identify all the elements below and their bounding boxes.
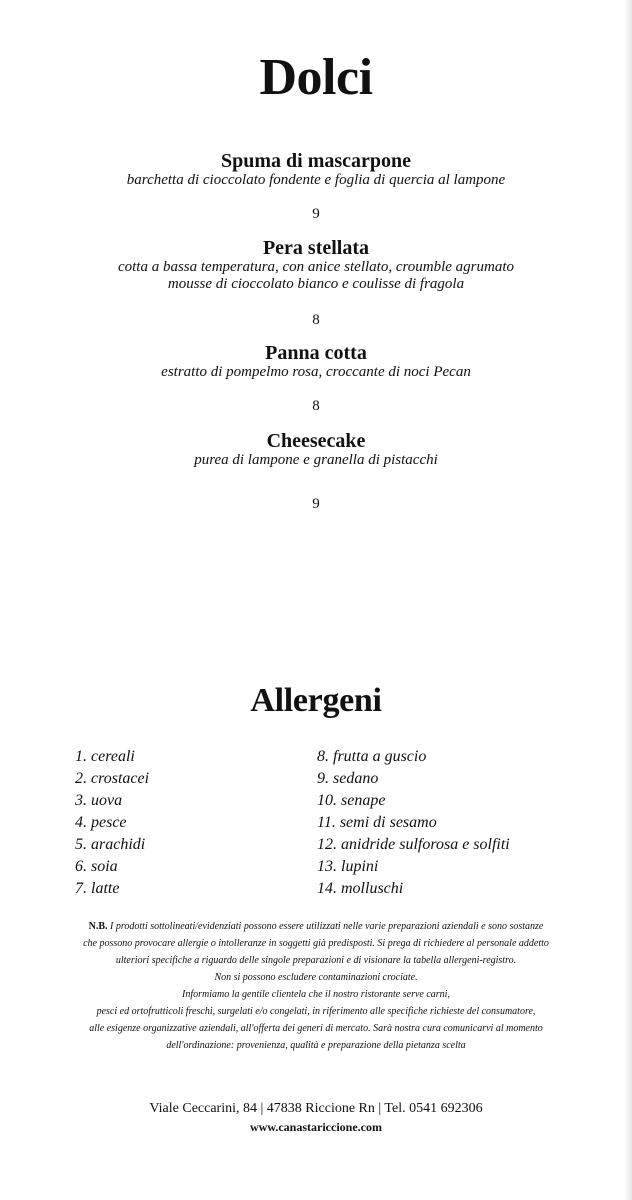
note-line: pesci ed ortofrutticoli freschi, surgelati e/o congelati, in riferimento alle specifiche richieste del consumatore,: [96, 1006, 536, 1017]
note-line: [60, 918, 572, 935]
allergen-item: 5. arachidi: [75, 836, 146, 853]
allergen-item: 13. lupini: [317, 858, 379, 875]
dish-name: Cheesecake: [266, 430, 366, 452]
note-text: I prodotti sottolineati/evidenziati possono essere utilizzati nelle varie preparazioni aziendali e sono sostanze: [110, 921, 544, 932]
dish-item: [0, 342, 632, 381]
note-line: Non si possono escludere contaminazioni crociate.: [214, 972, 418, 983]
note-line: che possono provocare allergie o intolleranze in soggetti già predisposti. Si prega di richiedere al personale addetto: [83, 938, 549, 949]
footer-website-link[interactable]: www.canastariccione.com: [250, 1120, 382, 1134]
allergen-item: 2. crostacei: [75, 770, 150, 787]
allergen-item: 7. latte: [75, 880, 120, 897]
dish-price: 9: [312, 496, 320, 512]
note-line: alle esigenze organizzative aziendali, all'offerta dei generi di mercato. Sarà nostra cura comunicarvi al momento: [89, 1023, 543, 1034]
note-line: dell'ordinazione: provenienza, qualità e preparazione della pietanza scelta: [166, 1040, 466, 1051]
allergen-item: 3. uova: [75, 792, 123, 809]
allergen-item: 14. molluschi: [317, 880, 404, 897]
note-line: Informiamo la gentile clientela che il nostro ristorante serve carni,: [182, 989, 450, 1000]
dish-description: mousse di cioccolato bianco e coulisse di fragola: [167, 276, 465, 292]
dish-description: estratto di pompelmo rosa, croccante di noci Pecan: [161, 364, 471, 380]
allergen-note: [60, 918, 572, 1054]
nb-label: N.B.: [88, 921, 108, 932]
allergen-item: 6. soia: [75, 858, 118, 875]
note-line: ulteriori specifiche a riguardo delle singole preparazioni e di visionare la tabella allergeni-registro.: [115, 955, 517, 966]
footer-address: Viale Ceccarini, 84 | 47838 Riccione Rn | Tel. 0541 692306: [149, 1101, 483, 1116]
dish-description: barchetta di cioccolato fondente e foglia di quercia al lampone: [126, 172, 506, 188]
dish-description: cotta a bassa temperatura, con anice stellato, croumble agrumato: [117, 259, 515, 275]
dish-description: purea di lampone e granella di pistacchi: [194, 452, 438, 468]
allergen-item: 9. sedano: [317, 770, 379, 787]
dish-item: [0, 150, 632, 189]
allergen-item: 8. frutta a guscio: [317, 748, 427, 765]
allergen-item: 12. anidride sulforosa e solfiti: [317, 836, 510, 853]
dish-item: [0, 237, 632, 293]
page-title: Dolci: [259, 49, 373, 106]
allergen-item: 10. senape: [317, 792, 386, 809]
dish-item: [0, 430, 632, 469]
allergens-title: Allergeni: [250, 682, 382, 719]
dish-price: 8: [312, 398, 320, 414]
allergen-item: 1. cereali: [75, 748, 135, 765]
dish-name: Panna cotta: [265, 342, 367, 364]
allergen-item: 4. pesce: [75, 814, 127, 831]
dish-price: 8: [312, 312, 320, 328]
dish-name: Spuma di mascarpone: [220, 150, 412, 172]
dish-name: Pera stellata: [262, 237, 370, 259]
allergens-list-left: [75, 746, 149, 900]
allergens-list-right: [317, 746, 510, 900]
allergen-item: 11. semi di sesamo: [317, 814, 437, 831]
dish-price: 9: [312, 206, 320, 222]
